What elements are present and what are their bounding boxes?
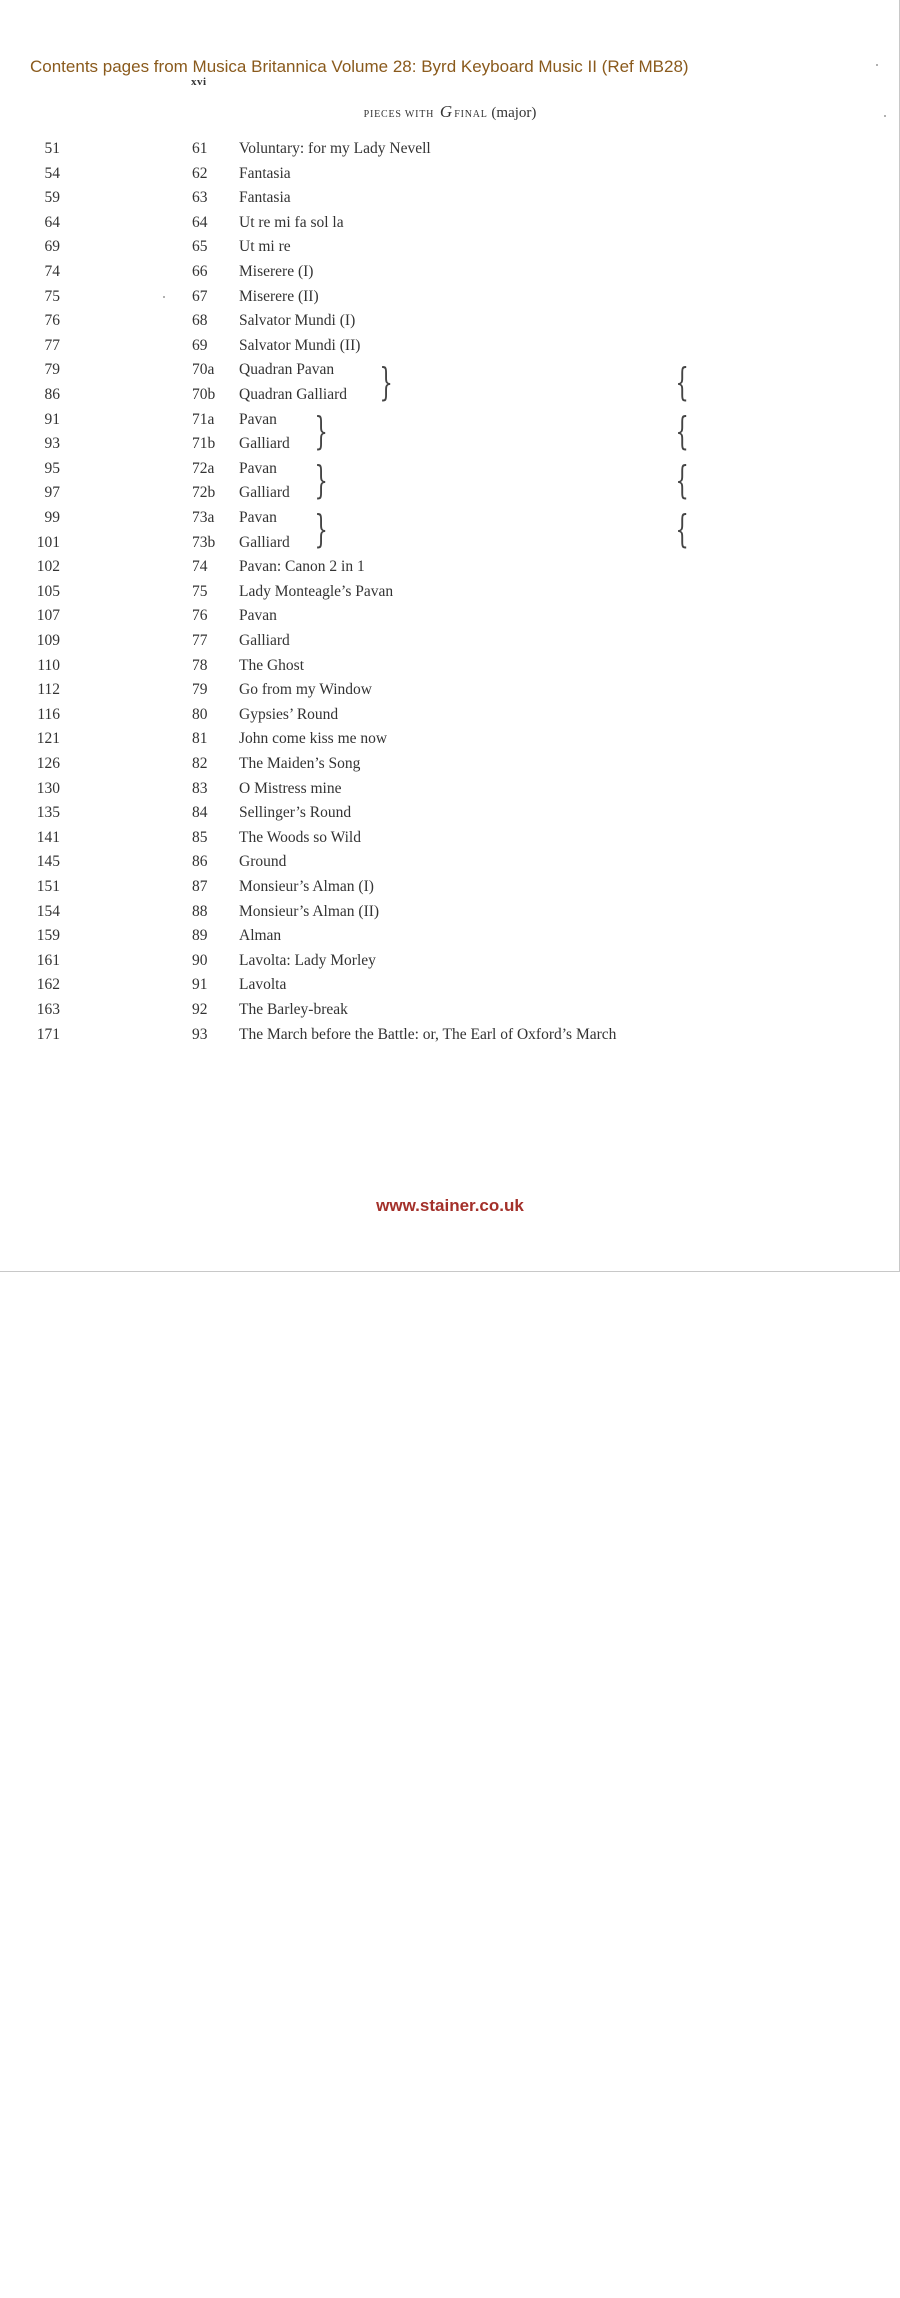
entry-page-number: 159 <box>36 927 60 945</box>
section-heading-mode: (major) <box>491 105 537 121</box>
entry-number: 83 <box>192 779 208 797</box>
entry-number: 70a <box>192 361 215 379</box>
entry-title: Pavan: Canon 2 in 1 <box>239 558 365 576</box>
entry-page-number: 141 <box>36 828 60 846</box>
contents-banner: Contents pages from Musica Britannica Volume 28: Byrd Keyboard Music II (Ref MB28) <box>30 57 689 76</box>
entry-number: 67 <box>192 287 208 305</box>
contents-entry <box>0 706 900 730</box>
contents-entry <box>0 1026 900 1050</box>
entry-title: Quadran Galliard <box>239 386 348 403</box>
entry-page-number: 121 <box>36 730 60 748</box>
entry-title: Gypsies’ Round <box>239 705 339 723</box>
entry-title: Galliard <box>239 435 290 453</box>
contents-entry <box>0 312 900 336</box>
entry-title: The Ghost <box>239 656 305 674</box>
contents-entry <box>0 189 900 213</box>
entry-title: Miserere (II) <box>239 287 319 305</box>
entry-number: 81 <box>192 730 208 748</box>
contents-entry <box>0 903 900 927</box>
contents-entry <box>0 583 900 607</box>
footer-url[interactable]: www.stainer.co.uk <box>376 1196 524 1215</box>
entry-number: 61 <box>192 140 208 157</box>
entry-page-number: 97 <box>44 484 60 502</box>
entry-number: 89 <box>192 927 208 945</box>
contents-entry <box>0 853 900 877</box>
entry-number: 88 <box>192 902 208 920</box>
entry-title: Galliard <box>239 533 290 551</box>
entry-page-number: 161 <box>36 951 60 969</box>
entry-page-number: 93 <box>44 435 60 453</box>
contents-entry <box>0 878 900 902</box>
entry-title: Ut mi re <box>239 238 291 256</box>
entry-number: 86 <box>192 853 208 871</box>
contents-entry <box>0 829 900 853</box>
entry-page-number: 163 <box>36 1001 60 1018</box>
contents-list <box>0 0 900 1100</box>
entry-page-number: 95 <box>44 459 60 477</box>
entry-page-number: 145 <box>36 853 60 871</box>
entry-title: The Woods so Wild <box>239 828 361 846</box>
group-brace-left: } <box>314 507 328 551</box>
scan-speck <box>884 115 886 117</box>
page-numeral: xvi <box>191 76 207 88</box>
entry-number: 68 <box>192 312 208 330</box>
contents-entry <box>0 460 900 484</box>
entry-number: 78 <box>192 656 208 674</box>
entry-title: Sellinger’s Round <box>239 804 352 822</box>
scan-speck <box>163 296 165 298</box>
entry-title: Miserere (I) <box>239 263 314 280</box>
entry-number: 63 <box>192 189 208 207</box>
entry-number: 82 <box>192 755 208 772</box>
entry-title: Lady Monteagle’s Pavan <box>239 582 394 600</box>
entry-number: 62 <box>192 164 208 182</box>
contents-entry <box>0 780 900 804</box>
entry-title: Fantasia <box>239 189 291 207</box>
entry-page-number: 109 <box>36 632 60 649</box>
entry-title: Pavan <box>239 410 277 428</box>
entry-page-number: 79 <box>44 361 60 379</box>
entry-page-number: 91 <box>44 410 60 428</box>
contents-entry <box>0 558 900 582</box>
contents-entry <box>0 755 900 779</box>
entry-number: 85 <box>192 828 208 846</box>
entry-page-number: 116 <box>37 705 60 723</box>
section-heading-letter: G <box>439 102 453 121</box>
entry-page-number: 75 <box>44 287 60 305</box>
entry-number: 70b <box>192 386 216 403</box>
contents-entry <box>0 386 900 410</box>
entry-number: 69 <box>192 336 208 354</box>
entry-title: The Maiden’s Song <box>239 755 361 772</box>
entry-page-number: 107 <box>36 607 60 625</box>
contents-entry <box>0 1001 900 1025</box>
entry-number: 74 <box>192 558 208 576</box>
entry-title: Salvator Mundi (II) <box>239 336 361 354</box>
entry-number: 75 <box>192 582 208 600</box>
entry-page-number: 162 <box>36 976 60 994</box>
contents-entry <box>0 337 900 361</box>
contents-entry <box>0 632 900 656</box>
entry-title: Ut re mi fa sol la <box>239 213 344 231</box>
entry-title: Go from my Window <box>239 681 372 699</box>
section-heading-prefix: PIECES WITH <box>363 109 435 120</box>
contents-entry <box>0 681 900 705</box>
entry-page-number: 126 <box>36 755 60 772</box>
contents-entry <box>0 657 900 681</box>
contents-entry <box>0 534 900 558</box>
group-brace-right: { <box>675 409 689 453</box>
entry-number: 71a <box>192 410 215 428</box>
contents-entry <box>0 927 900 951</box>
group-brace-left: } <box>314 409 328 453</box>
entry-number: 93 <box>192 1025 208 1043</box>
entry-number: 87 <box>192 878 208 895</box>
entry-title: Fantasia <box>239 164 291 182</box>
contents-entry <box>0 509 900 533</box>
contents-entry <box>0 435 900 459</box>
entry-page-number: 105 <box>36 582 60 600</box>
contents-entry <box>0 165 900 189</box>
entry-title: Monsieur’s Alman (I) <box>239 878 374 895</box>
entry-title: Voluntary: for my Lady Nevell <box>239 140 431 157</box>
entry-page-number: 54 <box>44 164 60 182</box>
entry-number: 84 <box>192 804 208 822</box>
entry-page-number: 99 <box>44 509 60 526</box>
entry-title: Pavan <box>239 459 277 477</box>
entry-page-number: 77 <box>44 336 60 354</box>
entry-page-number: 101 <box>36 533 60 551</box>
entry-number: 66 <box>192 263 208 280</box>
entry-number: 79 <box>192 681 208 699</box>
entry-number: 90 <box>192 951 208 969</box>
contents-entry <box>0 263 900 287</box>
entry-number: 91 <box>192 976 208 994</box>
entry-title: O Mistress mine <box>239 779 342 797</box>
entry-page-number: 135 <box>36 804 60 822</box>
contents-entry <box>0 238 900 262</box>
entry-page-number: 102 <box>36 558 60 576</box>
group-brace-left: } <box>314 458 328 502</box>
contents-entry <box>0 214 900 238</box>
entry-page-number: 154 <box>36 902 60 920</box>
entry-page-number: 64 <box>44 213 60 231</box>
contents-entry <box>0 411 900 435</box>
contents-entry <box>0 976 900 1000</box>
contents-entry <box>0 730 900 754</box>
entry-page-number: 74 <box>44 263 60 280</box>
entry-title: Lavolta <box>239 976 287 994</box>
entry-title: Alman <box>239 927 282 945</box>
entry-page-number: 110 <box>37 656 60 674</box>
contents-entry <box>0 952 900 976</box>
entry-title: John come kiss me now <box>239 730 388 748</box>
contents-entry <box>0 607 900 631</box>
entry-number: 73b <box>192 533 216 551</box>
entry-title: Pavan <box>239 607 277 625</box>
entry-title: Lavolta: Lady Morley <box>239 951 376 969</box>
entry-number: 64 <box>192 213 208 231</box>
entry-page-number: 51 <box>44 140 60 157</box>
contents-entry <box>0 361 900 385</box>
entry-number: 73a <box>192 509 215 526</box>
entry-number: 65 <box>192 238 208 256</box>
entry-title: Pavan <box>239 509 277 526</box>
entry-number: 71b <box>192 435 216 453</box>
entry-page-number: 86 <box>44 386 60 403</box>
scan-speck <box>876 64 878 66</box>
entry-title: The Barley-break <box>239 1001 348 1018</box>
contents-entry <box>0 804 900 828</box>
entry-title: Salvator Mundi (I) <box>239 312 356 330</box>
entry-number: 76 <box>192 607 208 625</box>
entry-title: Galliard <box>239 632 290 649</box>
entry-title: Galliard <box>239 484 290 502</box>
contents-entry <box>0 288 900 312</box>
entry-number: 72b <box>192 484 216 502</box>
entry-page-number: 112 <box>37 681 60 699</box>
entry-page-number: 69 <box>44 238 60 256</box>
contents-entry <box>0 484 900 508</box>
entry-page-number: 59 <box>44 189 60 207</box>
entry-page-number: 76 <box>44 312 60 330</box>
group-brace-right: { <box>675 507 689 551</box>
entry-page-number: 171 <box>36 1025 60 1043</box>
contents-entry <box>0 140 900 164</box>
entry-number: 77 <box>192 632 208 649</box>
entry-title: The March before the Battle: or, The Earl of Oxford’s March <box>239 1025 617 1043</box>
entry-title: Quadran Pavan <box>239 361 335 379</box>
entry-number: 92 <box>192 1001 208 1018</box>
entry-title: Ground <box>239 853 287 871</box>
group-brace-right: { <box>675 360 689 404</box>
entry-number: 72a <box>192 459 215 477</box>
group-brace-left: } <box>379 360 393 404</box>
entry-title: Monsieur’s Alman (II) <box>239 902 380 920</box>
section-heading-final: FINAL <box>454 109 488 120</box>
entry-number: 80 <box>192 705 208 723</box>
group-brace-right: { <box>675 458 689 502</box>
entry-page-number: 130 <box>36 779 60 797</box>
entry-page-number: 151 <box>36 878 60 895</box>
